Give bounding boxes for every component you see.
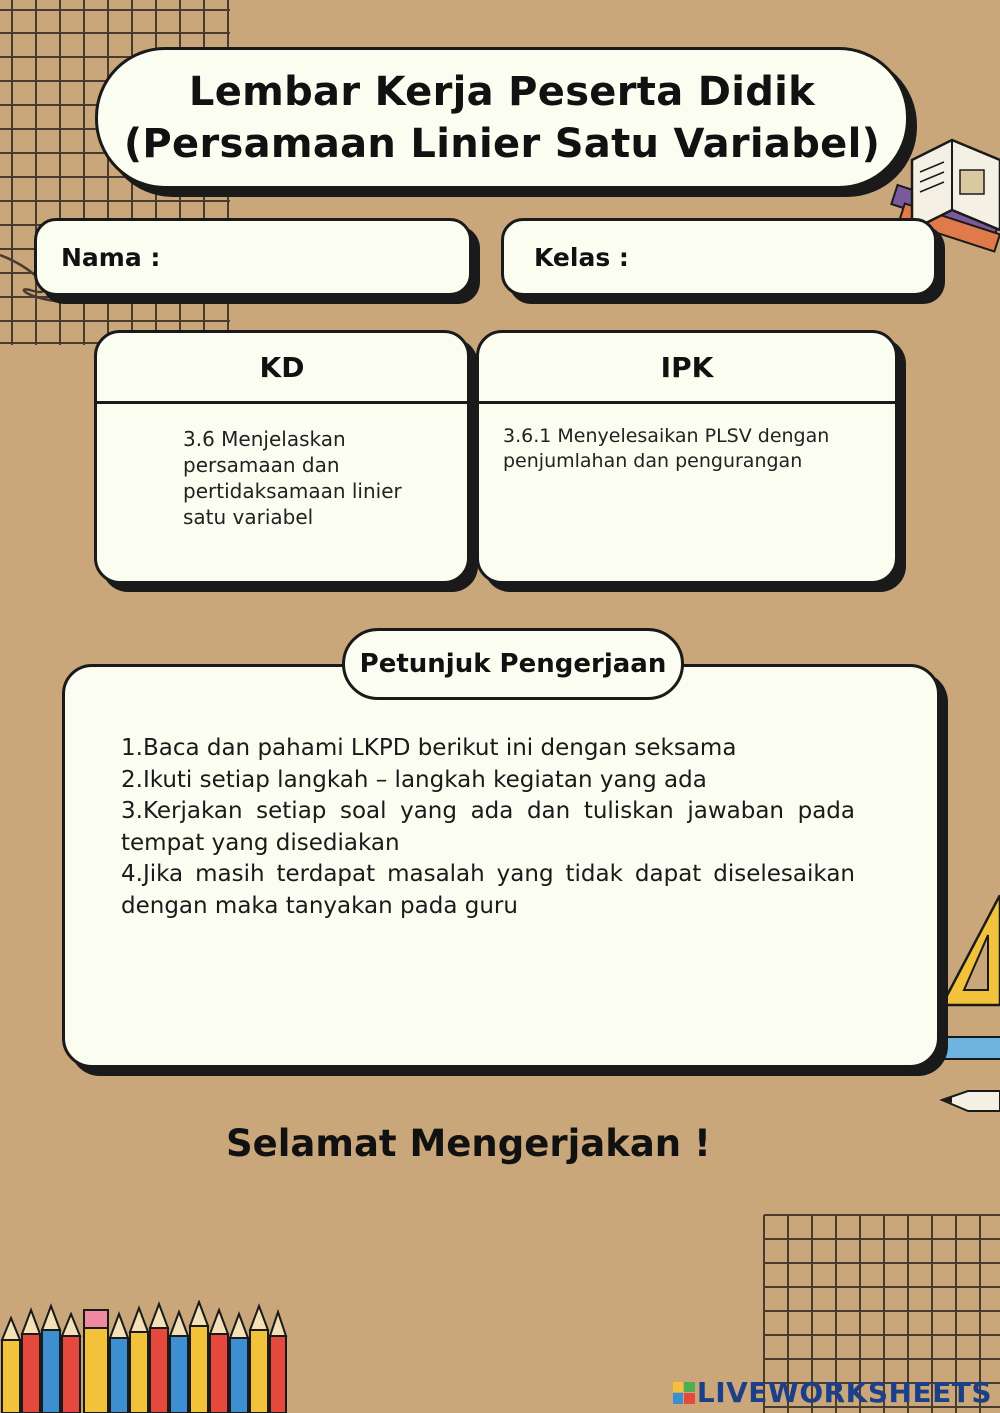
kd-text-line: satu variabel [183, 505, 314, 529]
instruction-item: 4.Jika masih terdapat masalah yang tidak dapat diselesaikan dengan maka tanyakan pada guru [121, 861, 855, 919]
liveworksheets-watermark [673, 1376, 992, 1409]
closing-text: Selamat Mengerjakan ! [226, 1122, 711, 1165]
kd-box [94, 330, 470, 584]
nama-label: Nama : [61, 242, 161, 272]
instructions-list [121, 733, 855, 922]
title-card [95, 47, 909, 189]
ipk-heading: IPK [479, 333, 895, 404]
kd-text-line: persamaan dan [183, 453, 340, 477]
ipk-box [476, 330, 898, 584]
kelas-field[interactable] [501, 218, 937, 296]
instructions-card [62, 664, 940, 1068]
kd-text-line: pertidaksamaan linier [183, 479, 402, 503]
nama-field[interactable] [34, 218, 472, 296]
title-line-1: Lembar Kerja Peserta Didik [188, 69, 816, 115]
ipk-text [479, 404, 895, 474]
kd-text-line: 3.6 Menjelaskan [183, 427, 346, 451]
liveworksheets-logo-icon [673, 1382, 695, 1404]
instruction-item: 1.Baca dan pahami LKPD berikut ini dengan seksama [121, 735, 737, 761]
kd-heading: KD [97, 333, 467, 404]
ipk-text-line: 3.6.1 Menyelesaikan PLSV dengan [503, 425, 830, 447]
ipk-text-line: penjumlahan dan pengurangan [503, 450, 803, 472]
instruction-item: 2.Ikuti setiap langkah – langkah kegiatan yang ada [121, 766, 707, 793]
instructions-heading: Petunjuk Pengerjaan [342, 628, 684, 700]
watermark-text: LIVEWORKSHEETS [696, 1376, 992, 1409]
kd-text [97, 404, 467, 530]
instruction-item: 3.Kerjakan setiap soal yang ada dan tuliskan jawaban pada tempat yang disediakan [121, 798, 855, 856]
kelas-label: Kelas : [534, 242, 629, 272]
pencils-row [0, 1300, 290, 1413]
ruler-triangle-icon [938, 895, 1000, 1125]
title-line-2: (Persamaan Linier Satu Variabel) [123, 121, 881, 167]
